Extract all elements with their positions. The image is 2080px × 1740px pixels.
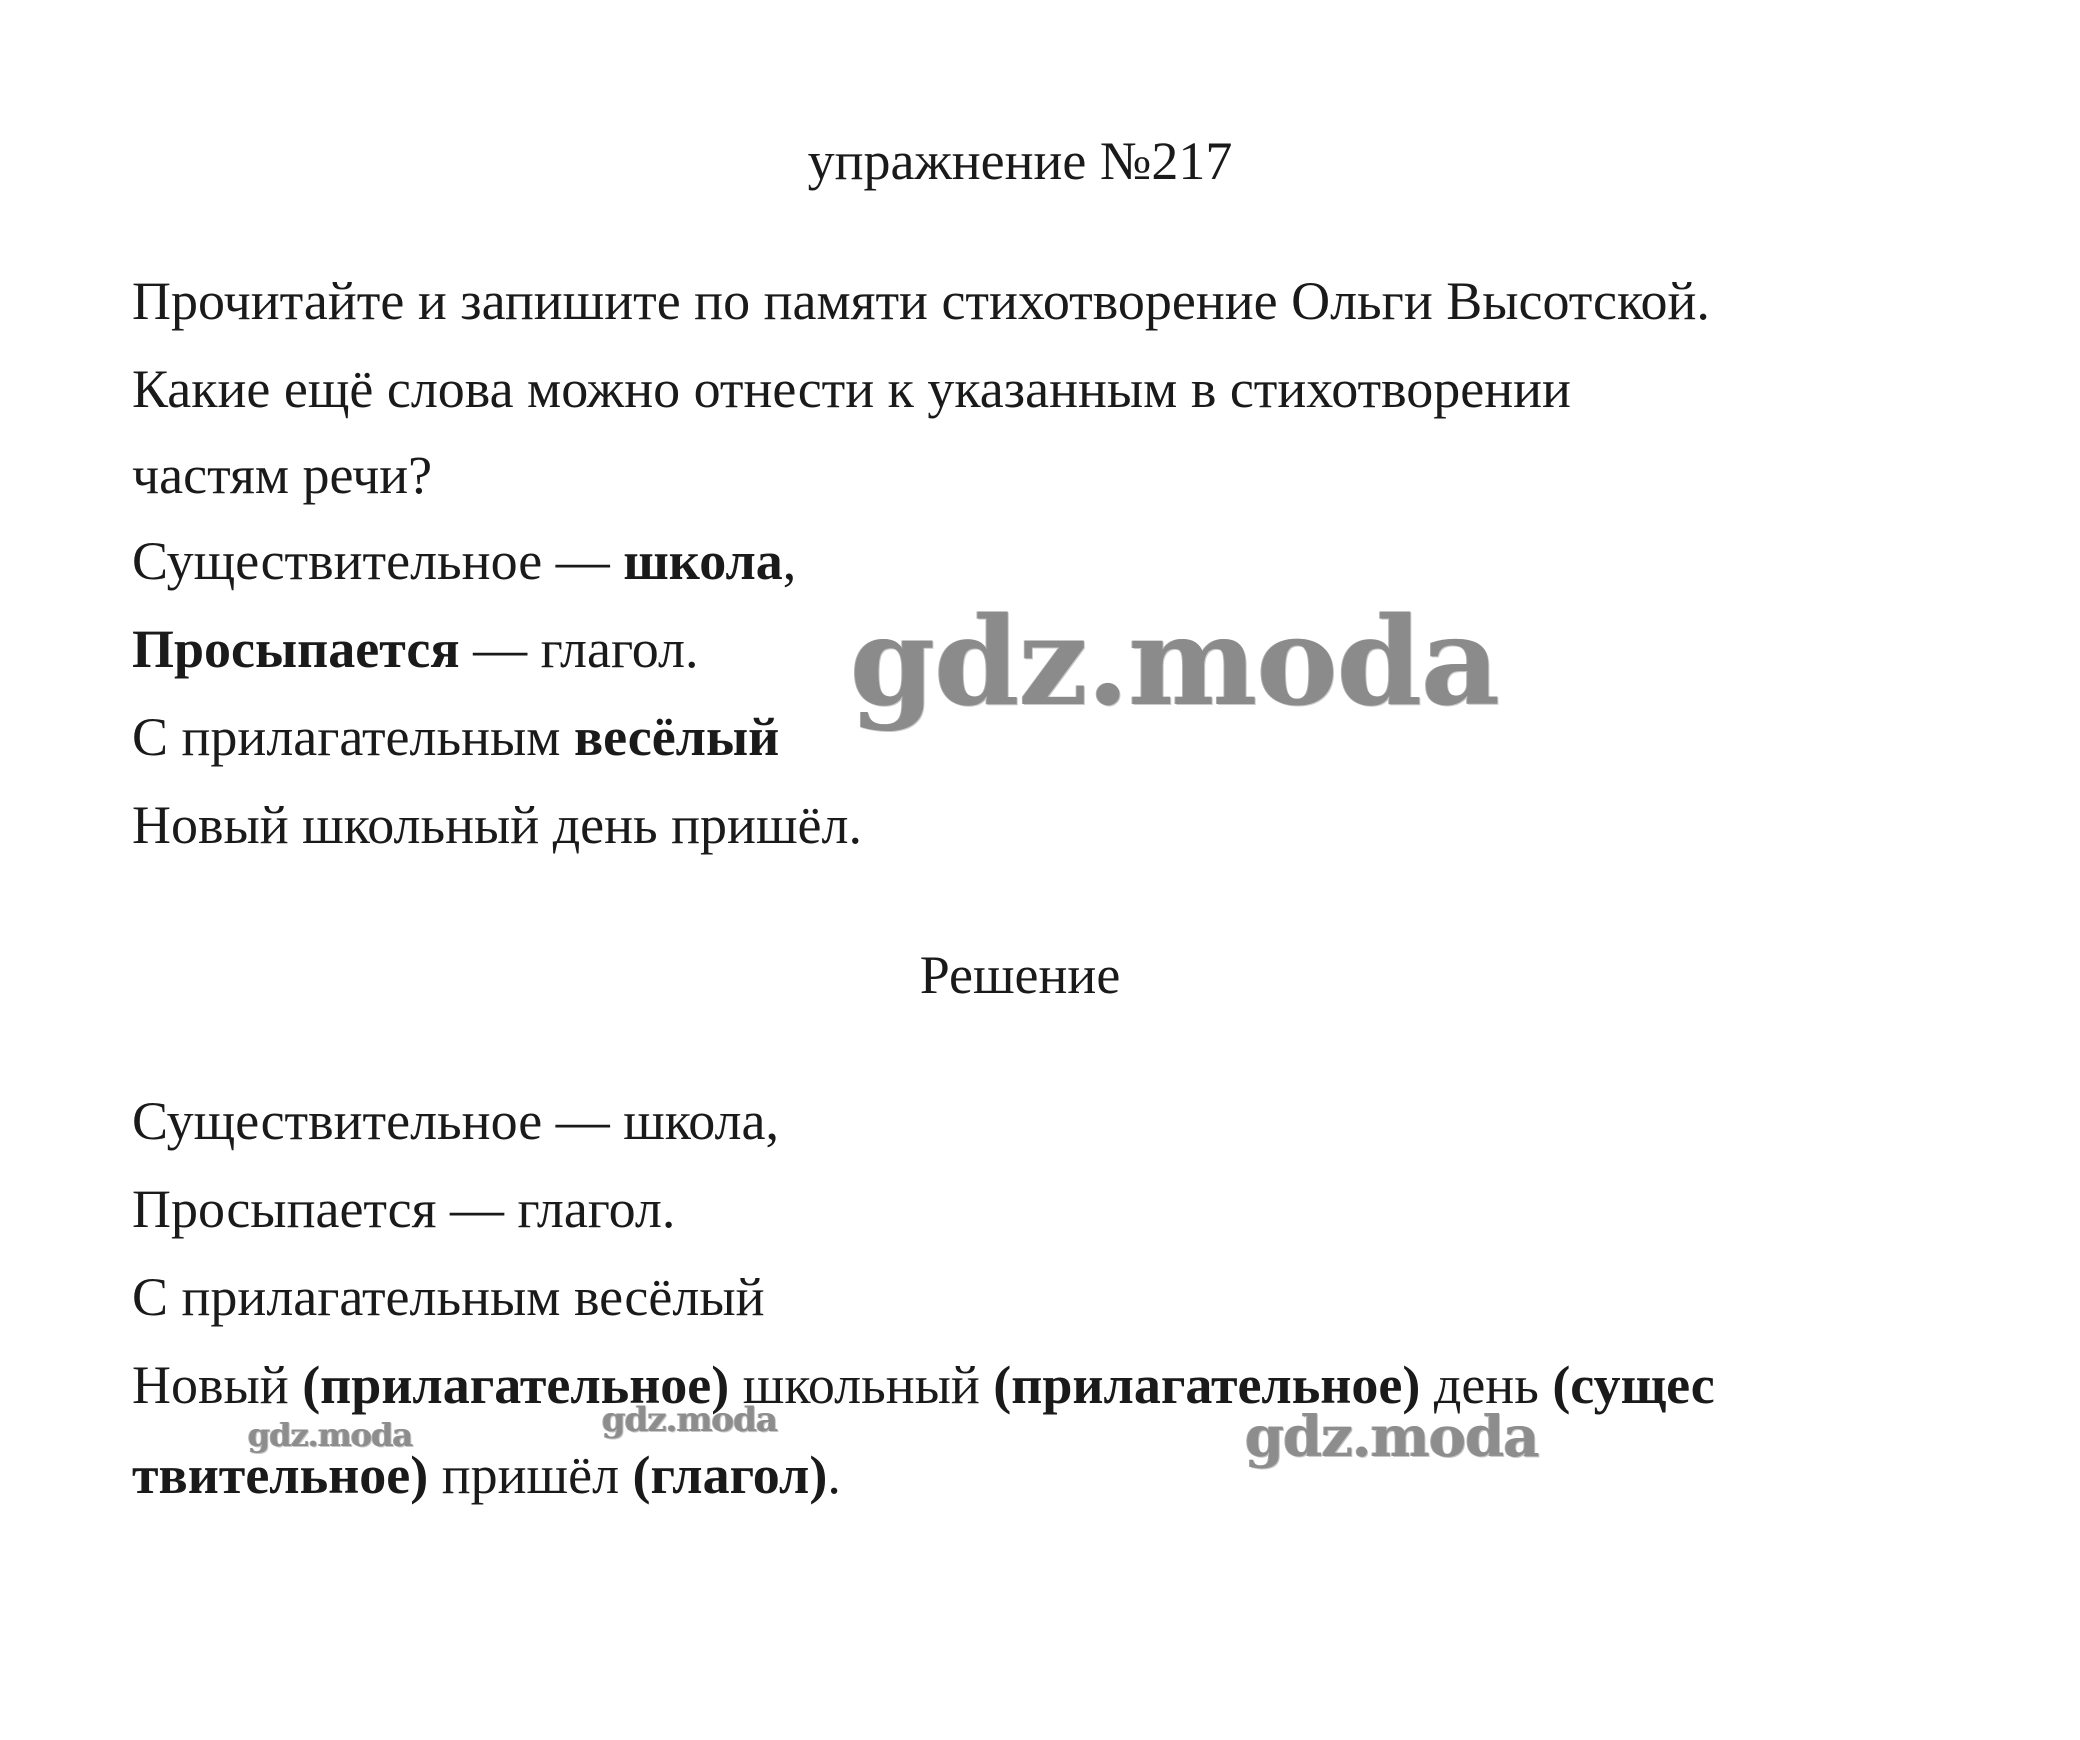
- watermark-small-center: gdz.moda: [602, 1400, 778, 1440]
- watermark-small-left: gdz.moda: [248, 1416, 413, 1454]
- solution-line-4-w2: школьный: [729, 1355, 994, 1415]
- poem-line-3: [132, 702, 779, 772]
- solution-line-4-w3: день: [1420, 1355, 1553, 1415]
- solution-line-2: Просыпается — глагол.: [132, 1179, 676, 1239]
- solution-line-4-b1: (прилагательное): [302, 1355, 730, 1415]
- task-line-2: Какие ещё слова можно отнести к указанным в стихотворении: [132, 359, 1571, 419]
- task-line-1: Прочитайте и запишите по памяти стихотворение Ольги Высотской.: [132, 271, 1710, 331]
- poem-line-2-bold: Просыпается: [132, 619, 460, 679]
- solution-line-1: Существительное — школа,: [132, 1091, 779, 1151]
- poem-line-3-bold: весёлый: [573, 707, 780, 767]
- poem-line-3-text: С прилагательным: [132, 707, 574, 767]
- solution-line-5: [132, 1440, 841, 1510]
- watermark-medium-right: gdz.moda: [1245, 1404, 1539, 1470]
- poem-line-4: Новый школьный день пришёл.: [132, 795, 862, 855]
- poem-line-2-text: — глагол.: [459, 619, 699, 679]
- exercise-title: упражнение №217: [807, 131, 1233, 191]
- poem-line-2: [132, 614, 699, 684]
- poem-line-1: [132, 526, 796, 596]
- poem-line-1-text: Существительное —: [132, 531, 624, 591]
- task-line-3: частям речи?: [132, 445, 433, 505]
- solution-line-5-b2: (глагол): [632, 1445, 828, 1505]
- poem-line-1-tail: ,: [782, 531, 797, 591]
- poem-line-1-bold: школа: [623, 531, 783, 591]
- solution-line-5-w2: .: [827, 1445, 841, 1505]
- solution-line-3: С прилагательным весёлый: [132, 1267, 765, 1327]
- solution-line-5-b1: твительное): [132, 1445, 429, 1505]
- solution-heading: Решение: [919, 945, 1121, 1005]
- solution-line-5-w1: пришёл: [428, 1445, 633, 1505]
- solution-line-4-w1: Новый: [132, 1355, 303, 1415]
- solution-line-4-b2: (прилагательное): [993, 1355, 1421, 1415]
- solution-line-4-b3: (сущес: [1552, 1355, 1715, 1415]
- watermark-large: gdz.moda: [850, 589, 1500, 733]
